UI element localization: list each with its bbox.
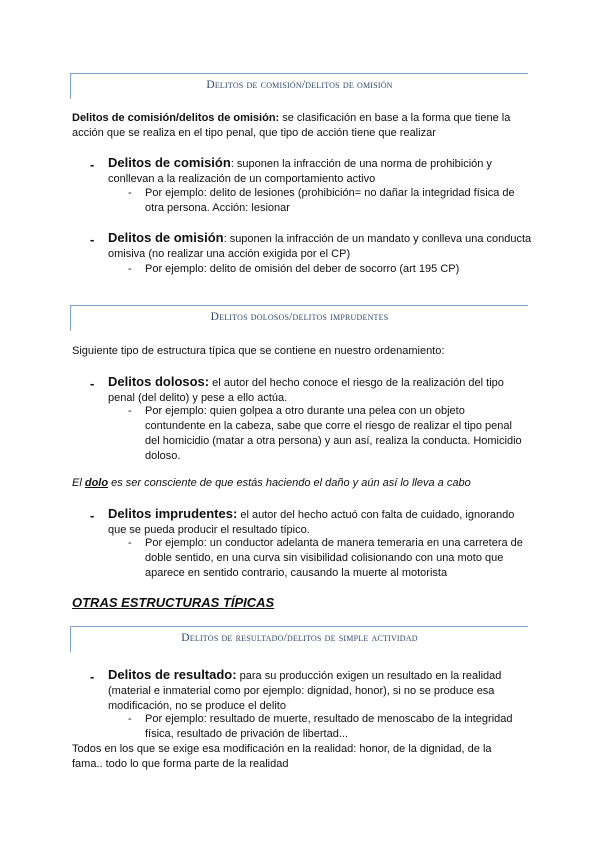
example-text: Por ejemplo: resultado de muerte, resultado de menoscabo de la integridad	[145, 713, 513, 725]
bullet-text: para su producción exigen un resultado en la realidad	[236, 670, 502, 682]
note-text: es ser consciente de que estás haciendo el daño y aún así lo lleva a cabo	[108, 477, 471, 489]
bullet-dash: -	[90, 508, 95, 523]
bullet-text: penal (del delito) y pese a ello actúa.	[108, 392, 288, 404]
bullet-imprudentes	[108, 506, 514, 538]
bullet-text: conllevan a la realización de un comportamiento activo	[108, 173, 376, 185]
closing-paragraph	[72, 742, 492, 772]
bullet-dash: -	[90, 232, 95, 247]
example-resultado	[145, 712, 513, 742]
example-text: del homicidio (matar a otra persona) y aun así, realiza la conducta. Homicidio	[145, 435, 522, 447]
example-text: otra persona. Acción: lesionar	[145, 202, 290, 214]
term-comision: Delitos de comisión	[108, 155, 231, 170]
example-text: aparece en sentido contrario, causando la muerte al motorista	[145, 567, 448, 579]
bullet-comision	[108, 155, 492, 187]
bullet-text: : suponen la infracción de una norma de prohibición y	[230, 158, 492, 170]
example-text: Por ejemplo: delito de lesiones (prohibición= no dañar la integridad física de	[145, 187, 515, 199]
term-dolosos: Delitos dolosos:	[108, 374, 210, 389]
term-omision: Delitos de omisión	[108, 230, 224, 245]
bullet-text: modificación, no se produce el delito	[108, 700, 286, 712]
section-heading: Delitos de comisión/delitos de omisión	[206, 79, 393, 91]
section-heading-box	[70, 626, 528, 652]
section-heading: Delitos dolosos/delitos imprudentes	[210, 311, 389, 323]
example-dolosos	[145, 404, 522, 464]
section-title: OTRAS ESTRUCTURAS TÍPICAS	[72, 595, 275, 610]
bullet-text: que se pueda producir el resultado típico.	[108, 524, 310, 536]
example-comision	[145, 186, 515, 216]
bullet-text: : suponen la infracción de un mandato y conlleva una conducta	[223, 233, 532, 245]
example-text: Por ejemplo: quien golpea a otro durante una pelea con un objeto	[145, 405, 465, 417]
closing-text: Todos en los que se exige esa modificación en la realidad: honor, de la dignidad, de la	[72, 743, 492, 755]
intro-text: acción que se realiza en el tipo penal, que tipo de acción tiene que realizar	[72, 127, 436, 139]
section-heading-box	[70, 73, 528, 99]
sub-bullet-dash: -	[128, 713, 132, 725]
example-imprudentes	[145, 536, 523, 581]
example-text: doloso.	[145, 450, 181, 462]
bullet-omision	[108, 230, 531, 262]
sub-bullet-dash: -	[128, 263, 132, 275]
bullet-dash: -	[90, 376, 95, 391]
bullet-resultado	[108, 667, 501, 714]
example-text: Por ejemplo: un conductor adelanta de manera temeraria en una carretera de	[145, 537, 523, 549]
sub-bullet-dash: -	[128, 537, 132, 549]
intro-text: se clasificación en base a la forma que tiene la	[279, 112, 511, 124]
note-text: El	[72, 477, 85, 489]
intro-paragraph: Siguiente tipo de estructura típica que se contiene en nuestro ordenamiento:	[72, 345, 445, 357]
dolo-word: dolo	[84, 477, 109, 489]
bullet-dolosos	[108, 374, 504, 406]
example-text: doble sentido, en una curva sin visibilidad colisionando con una moto que	[145, 552, 504, 564]
bullet-text: el autor del hecho actuó con falta de cuidado, ignorando	[237, 509, 515, 521]
example-text: contundente en la cabeza, sabe que corre el riesgo de realizar el tipo penal	[145, 420, 512, 432]
term-resultado: Delitos de resultado:	[108, 667, 237, 682]
bullet-dash: -	[90, 669, 95, 684]
closing-text: fama.. todo lo que forma parte de la realidad	[72, 758, 289, 770]
example-omision	[145, 262, 459, 277]
intro-paragraph	[72, 111, 510, 141]
dolo-note	[72, 476, 471, 491]
example-text: Por ejemplo: delito de omisión del deber de socorro (art 195 CP)	[145, 263, 460, 275]
term-imprudentes: Delitos imprudentes:	[108, 506, 238, 521]
bullet-text: omisiva (no realizar una acción exigida por el CP)	[108, 248, 351, 260]
intro-bold: Delitos de comisión/delitos de omisión:	[72, 112, 280, 124]
example-text: física, resultado de privación de libertad...	[145, 728, 349, 740]
section-heading: Delitos de resultado/delitos de simple actividad	[181, 632, 418, 644]
sub-bullet-dash: -	[128, 187, 132, 199]
bullet-text: el autor del hecho conoce el riesgo de la realización del tipo	[209, 377, 504, 389]
bullet-text: (material e inmaterial como por ejemplo: dignidad, honor), si no se produce esa	[108, 685, 495, 697]
sub-bullet-dash: -	[128, 405, 132, 417]
bullet-dash: -	[90, 157, 95, 172]
section-heading-box	[70, 305, 528, 331]
